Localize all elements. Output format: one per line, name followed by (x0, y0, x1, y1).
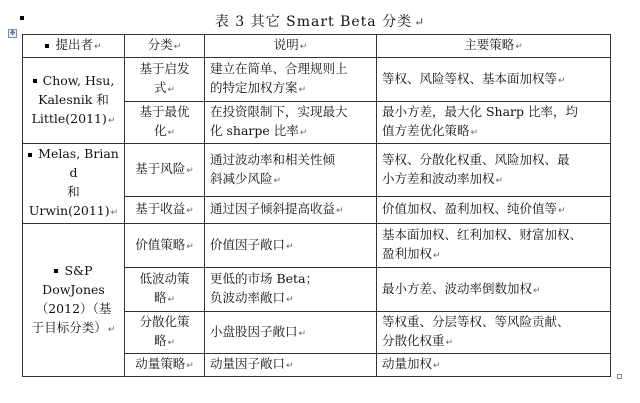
proposer-line: Little(2011) (31, 110, 107, 126)
description-line: 在投资限制下，实现最大 (210, 104, 348, 119)
proposer-line: 和 (67, 184, 80, 199)
category-line: 价值策略 (135, 236, 186, 252)
description-cell (205, 268, 377, 312)
table-header-row (23, 35, 611, 58)
category-cell (125, 144, 205, 197)
proposer-line: （2012）（基 (35, 300, 112, 316)
return-mark: ↵ (470, 128, 479, 138)
description-cell (205, 224, 377, 268)
strategy-line: 动量加权 (382, 356, 433, 371)
return-mark: ↵ (107, 324, 116, 335)
proposer-line: Kalesnik 和 (38, 91, 109, 107)
category-cell (125, 102, 205, 144)
smart-beta-table (22, 34, 611, 377)
proposer-line: S&P (64, 262, 93, 278)
table-caption (0, 10, 640, 34)
strategy-line: 最小方差，最大化 Sharp 比率，均 (382, 104, 578, 119)
table-row (23, 144, 611, 197)
row-bullet-icon (54, 269, 58, 273)
category-line: 略 (153, 290, 167, 305)
description-line: 通过波动率和相关性倾 (210, 151, 336, 167)
return-mark: ↵ (286, 295, 294, 305)
description-line: 通过因子倾斜提高收益 (210, 201, 336, 217)
strategy-line: 最小方差、波动率倒数加权 (382, 280, 533, 296)
category-line: 基于收益 (135, 201, 186, 217)
strategy-cell (377, 144, 611, 197)
row-bullet-icon (45, 44, 49, 48)
description-line: 建立在简单、合理规则上 (210, 61, 348, 76)
return-mark: ↵ (186, 241, 194, 252)
proposer-line: 于目标分类） (31, 319, 107, 335)
description-line: 化 sharpe 比率 (210, 123, 299, 138)
return-mark: ↵ (298, 85, 307, 95)
return-mark: ↵ (107, 115, 116, 126)
description-line: 负波动率敞口 (210, 290, 286, 305)
return-mark: ↵ (445, 338, 454, 348)
category-cell (125, 268, 205, 312)
category-cell (125, 197, 205, 224)
return-mark: ↵ (336, 206, 344, 217)
table-row (23, 58, 611, 102)
category-line: 基于最优 (139, 104, 190, 119)
proposer-cell (23, 144, 125, 224)
return-mark: ↵ (558, 75, 566, 86)
return-mark: ↵ (186, 166, 194, 177)
strategy-line: 等权、风险等权、基本面加权等 (382, 70, 558, 86)
return-mark: ↵ (558, 206, 566, 217)
return-mark: ↵ (167, 338, 176, 348)
return-mark: ↵ (433, 251, 441, 261)
return-mark: ↵ (167, 128, 176, 138)
category-cell (125, 58, 205, 102)
strategy-cell (377, 58, 611, 102)
row-bullet-icon (33, 79, 37, 83)
proposer-cell (23, 224, 125, 377)
strategy-cell (377, 312, 611, 354)
strategy-line: 等权、分散化权重、风险加权、最 (382, 151, 570, 167)
category-line: 式 (153, 80, 167, 95)
strategy-cell (377, 224, 611, 268)
return-mark: ↵ (186, 206, 194, 217)
proposer-line: Chow, Hsu, (42, 72, 115, 88)
description-cell (205, 58, 377, 102)
strategy-cell (377, 354, 611, 377)
proposer-cell (23, 58, 125, 144)
category-line: 分散化策 (139, 314, 190, 329)
category-line: 略 (153, 333, 167, 348)
table-end-handle-icon[interactable] (617, 374, 622, 379)
header-description: 说明↵ (205, 35, 377, 58)
description-line: 的特定加权方案 (210, 80, 298, 95)
category-line: 基于启发 (139, 61, 190, 76)
strategy-line: 价值加权、盈利加权、纯价值等 (382, 201, 558, 217)
header-strategy: 主要策略↵ (377, 35, 611, 58)
strategy-line: 分散化权重 (382, 333, 445, 348)
proposer-line: Melas, Briand (38, 146, 119, 180)
description-cell (205, 312, 377, 354)
category-line: 低波动策 (139, 271, 190, 286)
category-line: 化 (153, 123, 167, 138)
proposer-line: Urwin(2011) (28, 203, 110, 218)
return-mark: ↵ (533, 285, 541, 296)
strategy-line: 盈利加权 (382, 246, 433, 261)
description-line: 斜减少风险 (210, 170, 273, 186)
category-cell (125, 354, 205, 377)
return-mark: ↵ (286, 361, 294, 371)
proposer-line: DowJones (42, 281, 105, 297)
table-row (23, 224, 611, 268)
return-mark: ↵ (433, 361, 441, 371)
return-mark: ↵ (298, 328, 307, 339)
table-body (23, 35, 611, 377)
description-cell (205, 197, 377, 224)
description-cell (205, 354, 377, 377)
category-cell (125, 224, 205, 268)
paragraph-mark: ↵ (414, 15, 426, 29)
table-move-handle-icon[interactable]: ✥ (9, 29, 16, 37)
category-line: 动量策略 (135, 356, 186, 371)
return-mark: ↵ (273, 175, 282, 186)
return-mark: ↵ (167, 85, 176, 95)
description-line: 价值因子敞口 (210, 236, 286, 252)
return-mark: ↵ (186, 361, 194, 371)
return-mark: ↵ (495, 175, 504, 186)
description-cell (205, 144, 377, 197)
strategy-cell (377, 102, 611, 144)
category-cell (125, 312, 205, 354)
header-category: 分类↵ (125, 35, 205, 58)
strategy-line: 小方差和波动率加权 (382, 170, 495, 186)
description-line: 更低的市场 Beta； (210, 271, 319, 286)
strategy-cell (377, 197, 611, 224)
caption-text: 表 3 其它 Smart Beta 分类 (214, 14, 413, 30)
strategy-cell (377, 268, 611, 312)
description-cell (205, 102, 377, 144)
row-bullet-icon (28, 153, 32, 157)
strategy-line: 值方差优化策略 (382, 123, 470, 138)
return-mark: ↵ (110, 208, 119, 218)
return-mark: ↵ (286, 241, 294, 252)
category-line: 基于风险 (135, 161, 186, 177)
header-proposer: 提出者↵ (23, 35, 125, 58)
description-line: 动量因子敞口 (210, 356, 286, 371)
return-mark: ↵ (299, 128, 308, 138)
return-mark: ↵ (167, 295, 176, 305)
description-line: 小盘股因子敞口 (210, 323, 298, 339)
strategy-line: 基本面加权、红利加权、财富加权、 (382, 227, 583, 242)
strategy-line: 等权重、分层等权、等风险贡献、 (382, 314, 570, 329)
